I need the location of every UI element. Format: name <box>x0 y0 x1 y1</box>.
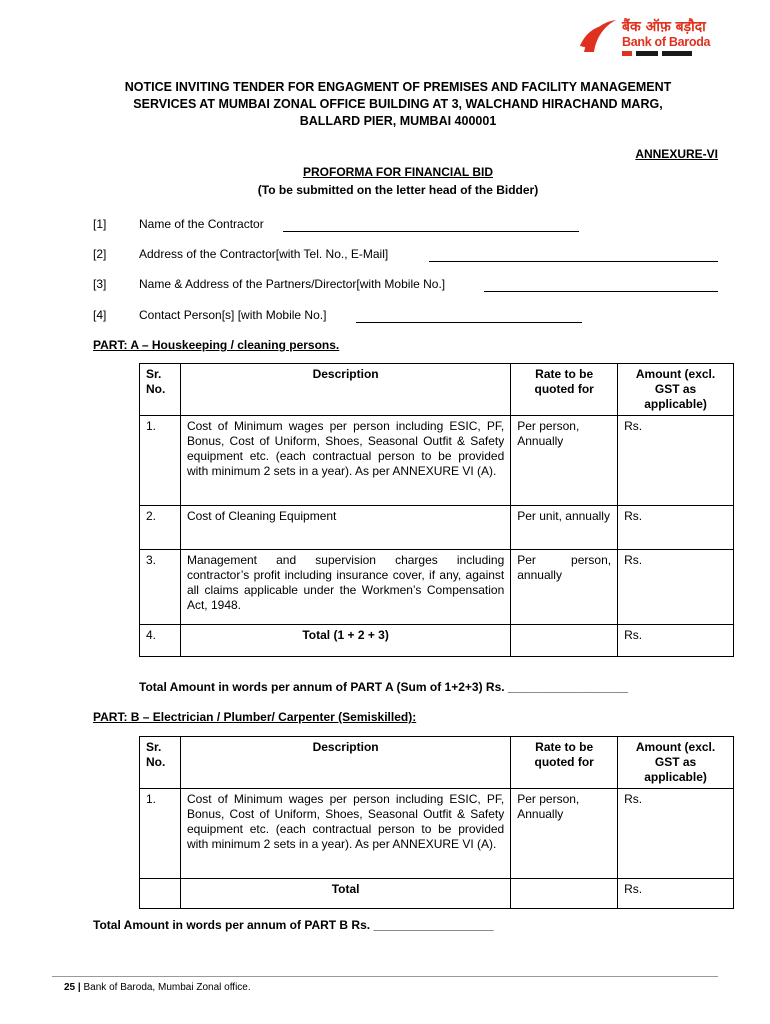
logo-hindi-text: बैंक ऑफ़ बड़ौदा <box>622 19 706 35</box>
fill-in-line[interactable] <box>283 231 579 232</box>
cell-rate: Per person, annually <box>511 550 618 625</box>
table-row <box>140 789 734 879</box>
field-number: [1] <box>93 217 107 231</box>
cell-amount[interactable]: Rs. <box>618 625 734 657</box>
part-a-table <box>139 363 734 657</box>
header-description: Description <box>180 737 510 789</box>
field-label: Contact Person[s] [with Mobile No.] <box>139 308 327 322</box>
table-row <box>140 506 734 550</box>
logo-color-strip <box>622 51 692 56</box>
document-title <box>80 79 716 130</box>
cell-rate <box>511 879 618 909</box>
cell-rate <box>511 625 618 657</box>
field-number: [2] <box>93 247 107 261</box>
footer-text: Bank of Baroda, Mumbai Zonal office. <box>83 982 251 993</box>
cell-total-label: Total <box>180 879 510 909</box>
cell-amount[interactable]: Rs. <box>618 416 734 506</box>
cell-description: Cost of Minimum wages per person including ESIC, PF, Bonus, Cost of Uniform, Shoes, Seasonal Outfit & Safety equipment etc. (each contractual person to be provided with minimum 2 sets in a year). As per ANNEXURE VI (A). <box>180 789 510 879</box>
page-footer <box>64 982 251 993</box>
page-number: 25 <box>64 982 76 993</box>
cell-amount[interactable]: Rs. <box>618 506 734 550</box>
logo-english-text: Bank of Baroda <box>622 35 711 49</box>
proforma-subtitle: (To be submitted on the letter head of the Bidder) <box>257 183 539 197</box>
fill-in-line[interactable] <box>429 261 718 262</box>
header-rate: Rate to be quoted for <box>511 737 618 789</box>
part-b-heading: PART: B – Electrician / Plumber/ Carpenter (Semiskilled): <box>93 710 417 724</box>
field-label: Name of the Contractor <box>139 217 264 231</box>
field-number: [4] <box>93 308 107 322</box>
cell-rate: Per unit, annually <box>511 506 618 550</box>
part-b-total-words[interactable]: Total Amount in words per annum of PART B Rs. __________________ <box>93 918 494 932</box>
footer-separator: | <box>77 982 81 993</box>
baroda-sun-icon <box>578 16 618 56</box>
cell-description: Cost of Cleaning Equipment <box>180 506 510 550</box>
table-row <box>140 625 734 657</box>
cell-rate: Per person, Annually <box>511 416 618 506</box>
part-b-table <box>139 736 734 909</box>
header-description: Description <box>180 364 510 416</box>
proforma-heading: PROFORMA FOR FINANCIAL BID <box>303 165 493 179</box>
cell-sr: 1. <box>140 416 181 506</box>
part-a-heading: PART: A – Houskeeping / cleaning persons. <box>93 338 340 352</box>
fill-in-line[interactable] <box>356 322 582 323</box>
cell-sr: 1. <box>140 789 181 879</box>
annexure-label: ANNEXURE-VI <box>635 147 718 161</box>
cell-description: Management and supervision charges including contractor’s profit including insurance cover, if any, against all claims applicable under the Workmen’s Compensation Act, 1948. <box>180 550 510 625</box>
cell-amount[interactable]: Rs. <box>618 550 734 625</box>
header-sr-no: Sr. No. <box>140 737 181 789</box>
cell-sr: 3. <box>140 550 181 625</box>
cell-description: Cost of Minimum wages per person including ESIC, PF, Bonus, Cost of Uniform, Shoes, Seasonal Outfit & Safety equipment etc. (each contractual person to be provided with minimum 2 sets in a year). As per ANNEXURE VI (A). <box>180 416 510 506</box>
cell-sr: 2. <box>140 506 181 550</box>
table-row <box>140 416 734 506</box>
fill-in-line[interactable] <box>484 291 718 292</box>
field-label: Name & Address of the Partners/Director[with Mobile No.] <box>139 277 446 291</box>
table-row <box>140 550 734 625</box>
bank-of-baroda-logo <box>578 16 718 58</box>
header-amount: Amount (excl. GST as applicable) <box>618 364 734 416</box>
title-line: NOTICE INVITING TENDER FOR ENGAGMENT OF PREMISES AND FACILITY MANAGEMENT <box>124 80 672 94</box>
cell-total-label: Total (1 + 2 + 3) <box>180 625 510 657</box>
title-line: SERVICES AT MUMBAI ZONAL OFFICE BUILDING AT 3, WALCHAND HIRACHAND MARG, <box>133 97 663 111</box>
table-header-row <box>140 364 734 416</box>
part-a-total-words[interactable]: Total Amount in words per annum of PART A (Sum of 1+2+3) Rs. __________________ <box>139 680 629 694</box>
cell-rate: Per person, Annually <box>511 789 618 879</box>
table-header-row <box>140 737 734 789</box>
cell-sr <box>140 879 181 909</box>
cell-amount[interactable]: Rs. <box>618 789 734 879</box>
cell-amount[interactable]: Rs. <box>618 879 734 909</box>
title-line: BALLARD PIER, MUMBAI 400001 <box>299 114 497 128</box>
footer-divider <box>52 976 718 977</box>
table-row <box>140 879 734 909</box>
header-sr-no: Sr. No. <box>140 364 181 416</box>
cell-sr: 4. <box>140 625 181 657</box>
field-number: [3] <box>93 277 107 291</box>
header-amount: Amount (excl. GST as applicable) <box>618 737 734 789</box>
field-label: Address of the Contractor[with Tel. No., E-Mail] <box>139 247 389 261</box>
header-rate: Rate to be quoted for <box>511 364 618 416</box>
